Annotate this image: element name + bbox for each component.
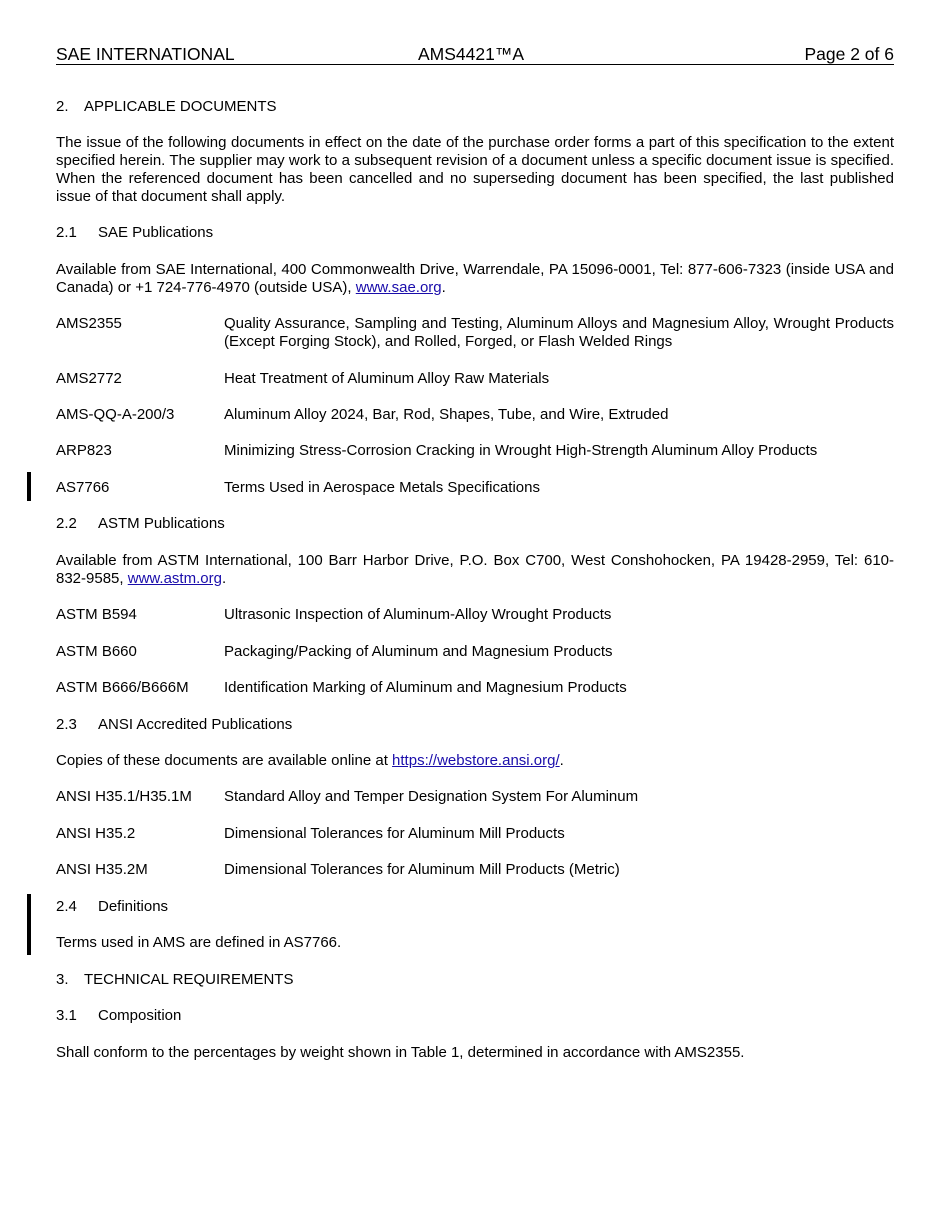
ref-code: ASTM B666/B666M — [56, 679, 189, 696]
ref-row — [56, 606, 894, 624]
ref-code: ARP823 — [56, 442, 112, 459]
section-3-heading — [56, 971, 894, 989]
section-2-1-heading — [56, 224, 894, 242]
ref-code: ASTM B594 — [56, 606, 137, 623]
ref-code: ANSI H35.2 — [56, 825, 136, 842]
ref-row — [56, 788, 894, 806]
section-2-2-heading — [56, 515, 894, 533]
availability-text: Available from SAE International, 400 Commonwealth Drive, Warrendale, PA 15096-0001, Tel: 877-606-7323 (inside USA and Canada) or +1 724-776-4970 (outside USA), — [56, 261, 894, 296]
ref-row — [56, 442, 894, 460]
section-number: 2.3 — [56, 716, 77, 733]
ref-title: Terms Used in Aerospace Metals Specifications — [224, 479, 540, 496]
ansi-availability — [56, 752, 894, 770]
header-doc-number: AMS4421™A — [418, 44, 525, 64]
ref-code: AS7766 — [56, 479, 110, 496]
sae-availability — [56, 261, 894, 297]
sentence-end: . — [559, 752, 564, 769]
section-2-4-heading — [56, 898, 894, 916]
ref-row — [56, 406, 894, 424]
change-bar — [27, 472, 31, 501]
composition-text: Shall conform to the percentages by weight shown in Table 1, determined in accordance with AMS2355. — [56, 1044, 745, 1061]
sentence-end: . — [221, 570, 227, 587]
header-page-number: Page 2 of 6 — [804, 44, 894, 64]
ref-row — [56, 315, 894, 351]
ref-title: Packaging/Packing of Aluminum and Magnesium Products — [224, 643, 613, 660]
ref-row — [56, 679, 894, 697]
sae-website-link[interactable]: www.sae.org — [355, 279, 442, 296]
section-title: ASTM Publications — [98, 515, 225, 532]
section-2-heading — [56, 98, 894, 116]
ref-row — [56, 479, 894, 497]
ref-title: Minimizing Stress-Corrosion Cracking in Wrought High-Strength Aluminum Alloy Products — [224, 442, 818, 459]
section-title: APPLICABLE DOCUMENTS — [84, 98, 277, 115]
ref-code: AMS2772 — [56, 370, 122, 387]
ref-title: Dimensional Tolerances for Aluminum Mill Products — [224, 825, 565, 842]
ansi-webstore-link[interactable]: https://webstore.ansi.org/ — [392, 752, 560, 769]
ref-code: ASTM B660 — [56, 643, 137, 660]
section-title: SAE Publications — [98, 224, 214, 241]
ref-row — [56, 825, 894, 843]
section-number: 2. — [56, 98, 69, 115]
section-number: 2.4 — [56, 898, 77, 915]
header-org: SAE INTERNATIONAL — [56, 44, 235, 64]
ref-code: AMS2355 — [56, 315, 122, 332]
ref-row — [56, 643, 894, 661]
section-title: TECHNICAL REQUIREMENTS — [84, 971, 294, 988]
availability-text: Available from ASTM International, 100 Barr Harbor Drive, P.O. Box C700, West Conshohocken, PA 19428-2959, Tel: 610-832-9585, — [56, 552, 894, 587]
ref-title: Ultrasonic Inspection of Aluminum-Alloy Wrought Products — [224, 606, 612, 623]
ref-title: Quality Assurance, Sampling and Testing, Aluminum Alloys and Magnesium Alloy, Wrought Products (Except Forging Stock), and Rolled, Forged, or Flash Welded Rings — [224, 315, 894, 350]
ref-row — [56, 370, 894, 388]
ref-title: Identification Marking of Aluminum and Magnesium Products — [224, 679, 627, 696]
section-title: Definitions — [98, 898, 169, 915]
definitions-text: Terms used in AMS are defined in AS7766. — [56, 934, 342, 951]
page-header — [56, 44, 894, 65]
section-title: ANSI Accredited Publications — [98, 716, 293, 733]
astm-availability — [56, 552, 894, 588]
section-number: 3.1 — [56, 1007, 77, 1024]
ref-title: Standard Alloy and Temper Designation System For Aluminum — [224, 788, 639, 805]
sentence-end: . — [441, 279, 446, 296]
section-title: Composition — [98, 1007, 182, 1024]
ref-code: AMS-QQ-A-200/3 — [56, 406, 175, 423]
ref-row — [56, 861, 894, 879]
change-bar — [27, 894, 31, 955]
ref-title: Dimensional Tolerances for Aluminum Mill Products (Metric) — [224, 861, 620, 878]
section-2-intro: The issue of the following documents in effect on the date of the purchase order forms a part of this specification to the extent specified herein. The supplier may work to a subsequent revision of a document unless a specific document issue is specified. When the referenced document has been cancelled and no superseding document has been specified, the last published issue of that document shall apply. — [56, 134, 894, 205]
section-number: 2.2 — [56, 515, 77, 532]
availability-text: Copies of these documents are available online at — [56, 752, 393, 769]
ref-title: Heat Treatment of Aluminum Alloy Raw Materials — [224, 370, 550, 387]
ref-title: Aluminum Alloy 2024, Bar, Rod, Shapes, Tube, and Wire, Extruded — [224, 406, 669, 423]
section-3-1-heading — [56, 1007, 894, 1025]
section-number: 2.1 — [56, 224, 77, 241]
section-2-3-heading — [56, 716, 894, 734]
ref-code: ANSI H35.1/H35.1M — [56, 788, 192, 805]
astm-website-link[interactable]: www.astm.org — [127, 570, 222, 587]
section-number: 3. — [56, 971, 69, 988]
ref-code: ANSI H35.2M — [56, 861, 148, 878]
